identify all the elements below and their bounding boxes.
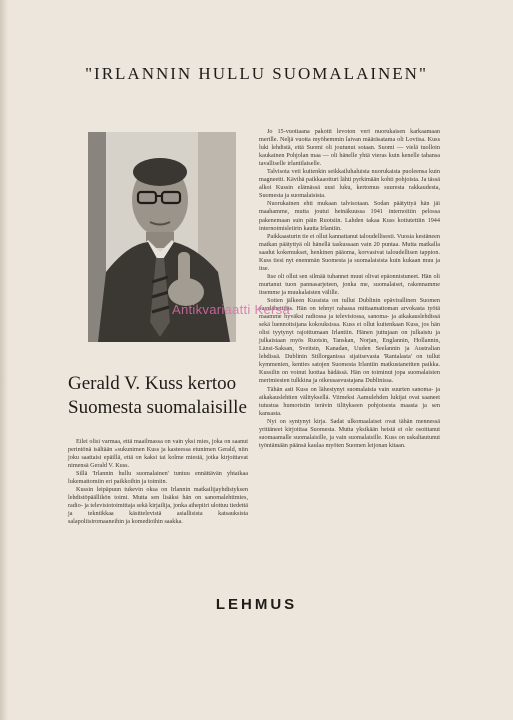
paragraph: Jo 15-vuotiaana pakotti levoton veri nuorukaisen karkaamaan merille. Neljä vuotta myöhemmin laivan määräsatama oli Loviisa. Kuss luki lehdistä, että Suomi oli joutunut sotaan. Suomi — vielä tuolloin kaukainen Pohjolan maa — oli hänelle yhtä vieras kuin kenelle tahansa tavalliselle irlantilaiselle. (259, 128, 440, 168)
right-text-column (259, 128, 440, 450)
paragraph: Eilei olisi varmaa, että maailmassa on vain yksi mies, joka on saanut perintönä isältään »sukunimen Kuss ja kasteessa etunimen Gerald, niin joku saattaisi epäillä, että on kaksi tai kolme miestä, jotka kirjoittavat nimensä Gerald V. Kuss. (68, 438, 248, 470)
left-text-column (68, 438, 248, 527)
headline (68, 372, 258, 420)
paragraph: Paikkaasturin tie ei ollut kannattanut taloudellisesti. Vuosia kestäneen matkan päätyttyä oli hänellä taskussaan vain 20 puntaa. Mutta matkalla saadut kokemukset, henkinen pääoma, korvasivat taloudellisen tappion. Kuss tiesi nyt enemmän Suomesta ja suomalaisista kuin kukaan muu ja itse. (259, 232, 440, 272)
headline-line-2: Suomesta suomalaisille (68, 397, 247, 418)
watermark: Antikvariaatti Kersa (172, 302, 290, 317)
paragraph: Itse oli ollut sen silmää tuhannet muut olivat epäonnistuneet. Hän oli murtanut tuon pannasarjeteen, jonka me, suomalaiset, rakennamme itsemme ja muukalaisten välille. (259, 272, 440, 296)
paragraph: Kussin leipäpuun tukevin oksa on Irlannin matkailijayhdistyksen lehdistöpäällikön toimi. Mutta sen lisäksi hän on sanomalehtimies, radio- ja televisiotoimittaja sekä kirjailija, jonka aihepiiri ulottuu tiedettä ja tekniikkaa käsittelevistä asiallisista katsauksista salapoliisiromaaneihin ja komedioihin saakka. (68, 486, 248, 526)
paragraph: Sotien jälkeen Kussista on tullut Dublinin epävirallinen Suomen suurlähettiläs. Hän on tehnyt rahassa mittaamattoman arvokasta työtä maamme hyväksi radiossa ja televisiossa, sanoma- ja aikakauslehdissä sekä luennoitsijana kokouksissa. Kuss ei ollut kuitenkaan Kuss, jos hän olisi tyytynyt rajoittumaan Irlantiin. Hänen juttujaan on julkaistu ja julkaistaan myös Ruotsin, Tanskan, Norjan, Englannin, Hollannin, Länsi-Saksan, Sveitsin, Kanadan, Uuden Seelannin ja Australian lehdissä. Dublinin Stillorganissa sijaitsevasta 'Rantalasta' on tullut kymmenien, kenties satojen Suomesta Irlantiin matkustaneitten paikka. Kussilin on voinut luottaa hädässä. Hän on toiminut jopa suomalaisten merimiesten tulkkina ja oikeusasvustajana Dublinissa. (259, 296, 440, 385)
paragraph: Tähän asti Kuss on lähestynyt suomalaisia vain suurten sanoma- ja aikakauslehtien välityksellä. Viimeksi Aamulehden lukijat ovat saaneet tutustua humoristin terävin tilitykseen pohjoisesta maasta ja sen kansasta. (259, 385, 440, 417)
paragraph: Talvisota veti kuitenkin seikkailuhaluista nuorukaista puoleensa kuin magneetti. Kävihä paikkaaotturi lähti pyrkimään kohti pohjoista. Ja tässä alkoi Kussin elämässä uusi luku, kertomus suuresta rakkaudesta, Suomesta ja suomalaisista. (259, 168, 440, 200)
headline-line-1: Gerald V. Kuss kertoo (68, 373, 237, 394)
paragraph: Sillä 'Irlannin hullu suomalainen' tuntuu ennättävän yhtaikaa lukemattomiin eri paikkoihin ja toimiin. (68, 470, 248, 486)
page-title: "IRLANNIN HULLU SUOMALAINEN" (85, 64, 428, 83)
paragraph: Nyt on syntynyt kirja. Sadat ulkomaalaiset ovat tähän mennessä yrittäneet kirjoittaa Suomesta. Mutta yksikään heistä ei ole osoittanut suomaamalle suomalaisille, ja vain suomalaisille. Kuss on uskaltautunut työntämään päänsä kaulaa myöten Suomen leijonan kitaan. (259, 417, 440, 449)
publisher-logo: LEHMUS (215, 596, 298, 613)
paragraph: Nuorukainen ehti mukaan talvisotaan. Sodan päätyttyä hän jäi maahamme, mutta joutui heinäkuussa 1941 internoitiin pelossa pakenemaan suin päin Ruotsiin. Lahden takaa Kuss kotiutettiin 1944 internoimisleiirin kautta Irlantiin. (259, 200, 440, 232)
